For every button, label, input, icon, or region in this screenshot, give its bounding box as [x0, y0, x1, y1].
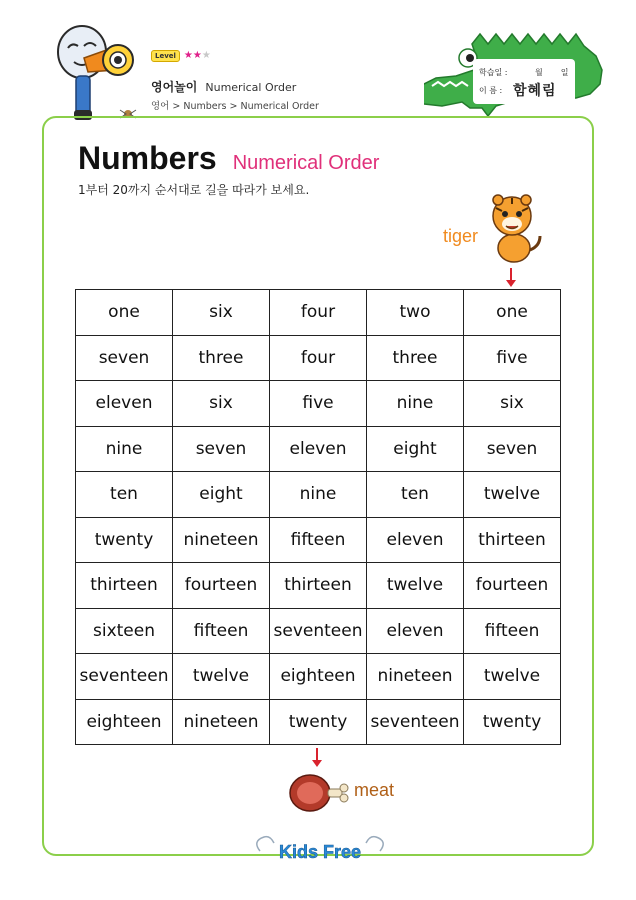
- grid-cell[interactable]: eight: [367, 426, 464, 472]
- grid-cell[interactable]: fifteen: [464, 608, 561, 654]
- worksheet-title: Numbers: [78, 140, 217, 176]
- end-label: meat: [354, 780, 395, 800]
- grid-cell[interactable]: two: [367, 290, 464, 336]
- grid-row: [76, 335, 561, 381]
- grid-cell[interactable]: eleven: [367, 608, 464, 654]
- student-info-box: [473, 59, 575, 104]
- grid-cell[interactable]: thirteen: [76, 563, 173, 609]
- header-title: [151, 78, 296, 95]
- grid-cell[interactable]: four: [270, 335, 367, 381]
- grid-cell[interactable]: seven: [464, 426, 561, 472]
- grid-cell[interactable]: thirteen: [270, 563, 367, 609]
- grid-cell[interactable]: nineteen: [367, 654, 464, 700]
- tiger-illustration: [486, 192, 544, 264]
- grid-row: [76, 290, 561, 336]
- level-indicator: [151, 50, 211, 62]
- breadcrumb: 영어 > Numbers > Numerical Order: [151, 101, 319, 112]
- telescope-mascot-illustration: [54, 18, 144, 128]
- meat-illustration: [288, 771, 350, 815]
- number-maze-grid: [75, 289, 561, 745]
- grid-cell[interactable]: eight: [173, 472, 270, 518]
- arrow-down-icon: [311, 748, 323, 768]
- grid-cell[interactable]: twelve: [173, 654, 270, 700]
- grid-cell[interactable]: seventeen: [76, 654, 173, 700]
- grid-cell[interactable]: three: [173, 335, 270, 381]
- grid-cell[interactable]: four: [270, 290, 367, 336]
- study-date-row: [479, 63, 569, 81]
- grid-cell[interactable]: five: [464, 335, 561, 381]
- grid-cell[interactable]: nine: [270, 472, 367, 518]
- grid-cell[interactable]: five: [270, 381, 367, 427]
- worksheet-instruction: 1부터 20까지 순서대로 길을 따라가 보세요.: [78, 183, 310, 197]
- grid-row: [76, 608, 561, 654]
- grid-cell[interactable]: seven: [76, 335, 173, 381]
- grid-cell[interactable]: six: [173, 381, 270, 427]
- grid-cell[interactable]: fifteen: [270, 517, 367, 563]
- grid-cell[interactable]: six: [464, 381, 561, 427]
- grid-cell[interactable]: seventeen: [367, 699, 464, 745]
- grid-cell[interactable]: fourteen: [173, 563, 270, 609]
- grid-cell[interactable]: ten: [76, 472, 173, 518]
- grid-cell[interactable]: ten: [367, 472, 464, 518]
- grid-cell[interactable]: fifteen: [173, 608, 270, 654]
- grid-cell[interactable]: twelve: [464, 654, 561, 700]
- grid-cell[interactable]: seventeen: [270, 608, 367, 654]
- student-name-value: 함혜림: [513, 83, 557, 99]
- svg-text:Kids Free: Kids Free: [278, 842, 362, 862]
- grid-cell[interactable]: eighteen: [76, 699, 173, 745]
- grid-cell[interactable]: three: [367, 335, 464, 381]
- header-title-english: Numerical Order: [205, 81, 297, 94]
- grid-cell[interactable]: twenty: [270, 699, 367, 745]
- grid-cell[interactable]: nineteen: [173, 517, 270, 563]
- grid-row: [76, 426, 561, 472]
- grid-cell[interactable]: nine: [76, 426, 173, 472]
- grid-row: [76, 699, 561, 745]
- header-title-korean: 영어놀이: [151, 80, 198, 94]
- day-label: 일: [560, 67, 569, 77]
- grid-cell[interactable]: six: [173, 290, 270, 336]
- grid-row: [76, 472, 561, 518]
- grid-row: [76, 563, 561, 609]
- level-badge: Level: [151, 50, 180, 62]
- grid-cell[interactable]: one: [464, 290, 561, 336]
- grid-row: [76, 654, 561, 700]
- arrow-down-icon: [505, 268, 517, 288]
- worksheet-title-row: [78, 140, 379, 177]
- grid-cell[interactable]: twenty: [464, 699, 561, 745]
- grid-cell[interactable]: twelve: [367, 563, 464, 609]
- star-filled-icon: ★★: [183, 50, 202, 61]
- grid-row: [76, 381, 561, 427]
- student-name-row: [479, 81, 569, 99]
- grid-cell[interactable]: eleven: [76, 381, 173, 427]
- grid-cell[interactable]: seven: [173, 426, 270, 472]
- grid-cell[interactable]: thirteen: [464, 517, 561, 563]
- month-label: 월: [535, 67, 543, 77]
- grid-cell[interactable]: eleven: [270, 426, 367, 472]
- grid-cell[interactable]: eighteen: [270, 654, 367, 700]
- grid-cell[interactable]: fourteen: [464, 563, 561, 609]
- grid-cell[interactable]: nineteen: [173, 699, 270, 745]
- start-label: tiger: [443, 226, 479, 246]
- difficulty-stars: [184, 51, 211, 61]
- student-name-label: 이 름 :: [479, 85, 503, 95]
- grid-cell[interactable]: eleven: [367, 517, 464, 563]
- grid-cell[interactable]: twelve: [464, 472, 561, 518]
- study-date-label: 학습일 :: [479, 67, 508, 77]
- grid-cell[interactable]: nine: [367, 381, 464, 427]
- star-empty-icon: ★: [201, 50, 211, 61]
- grid-cell[interactable]: sixteen: [76, 608, 173, 654]
- kids-free-logo: [252, 833, 388, 869]
- grid-cell[interactable]: twenty: [76, 517, 173, 563]
- grid-cell[interactable]: one: [76, 290, 173, 336]
- worksheet-subtitle: Numerical Order: [232, 152, 380, 174]
- grid-row: [76, 517, 561, 563]
